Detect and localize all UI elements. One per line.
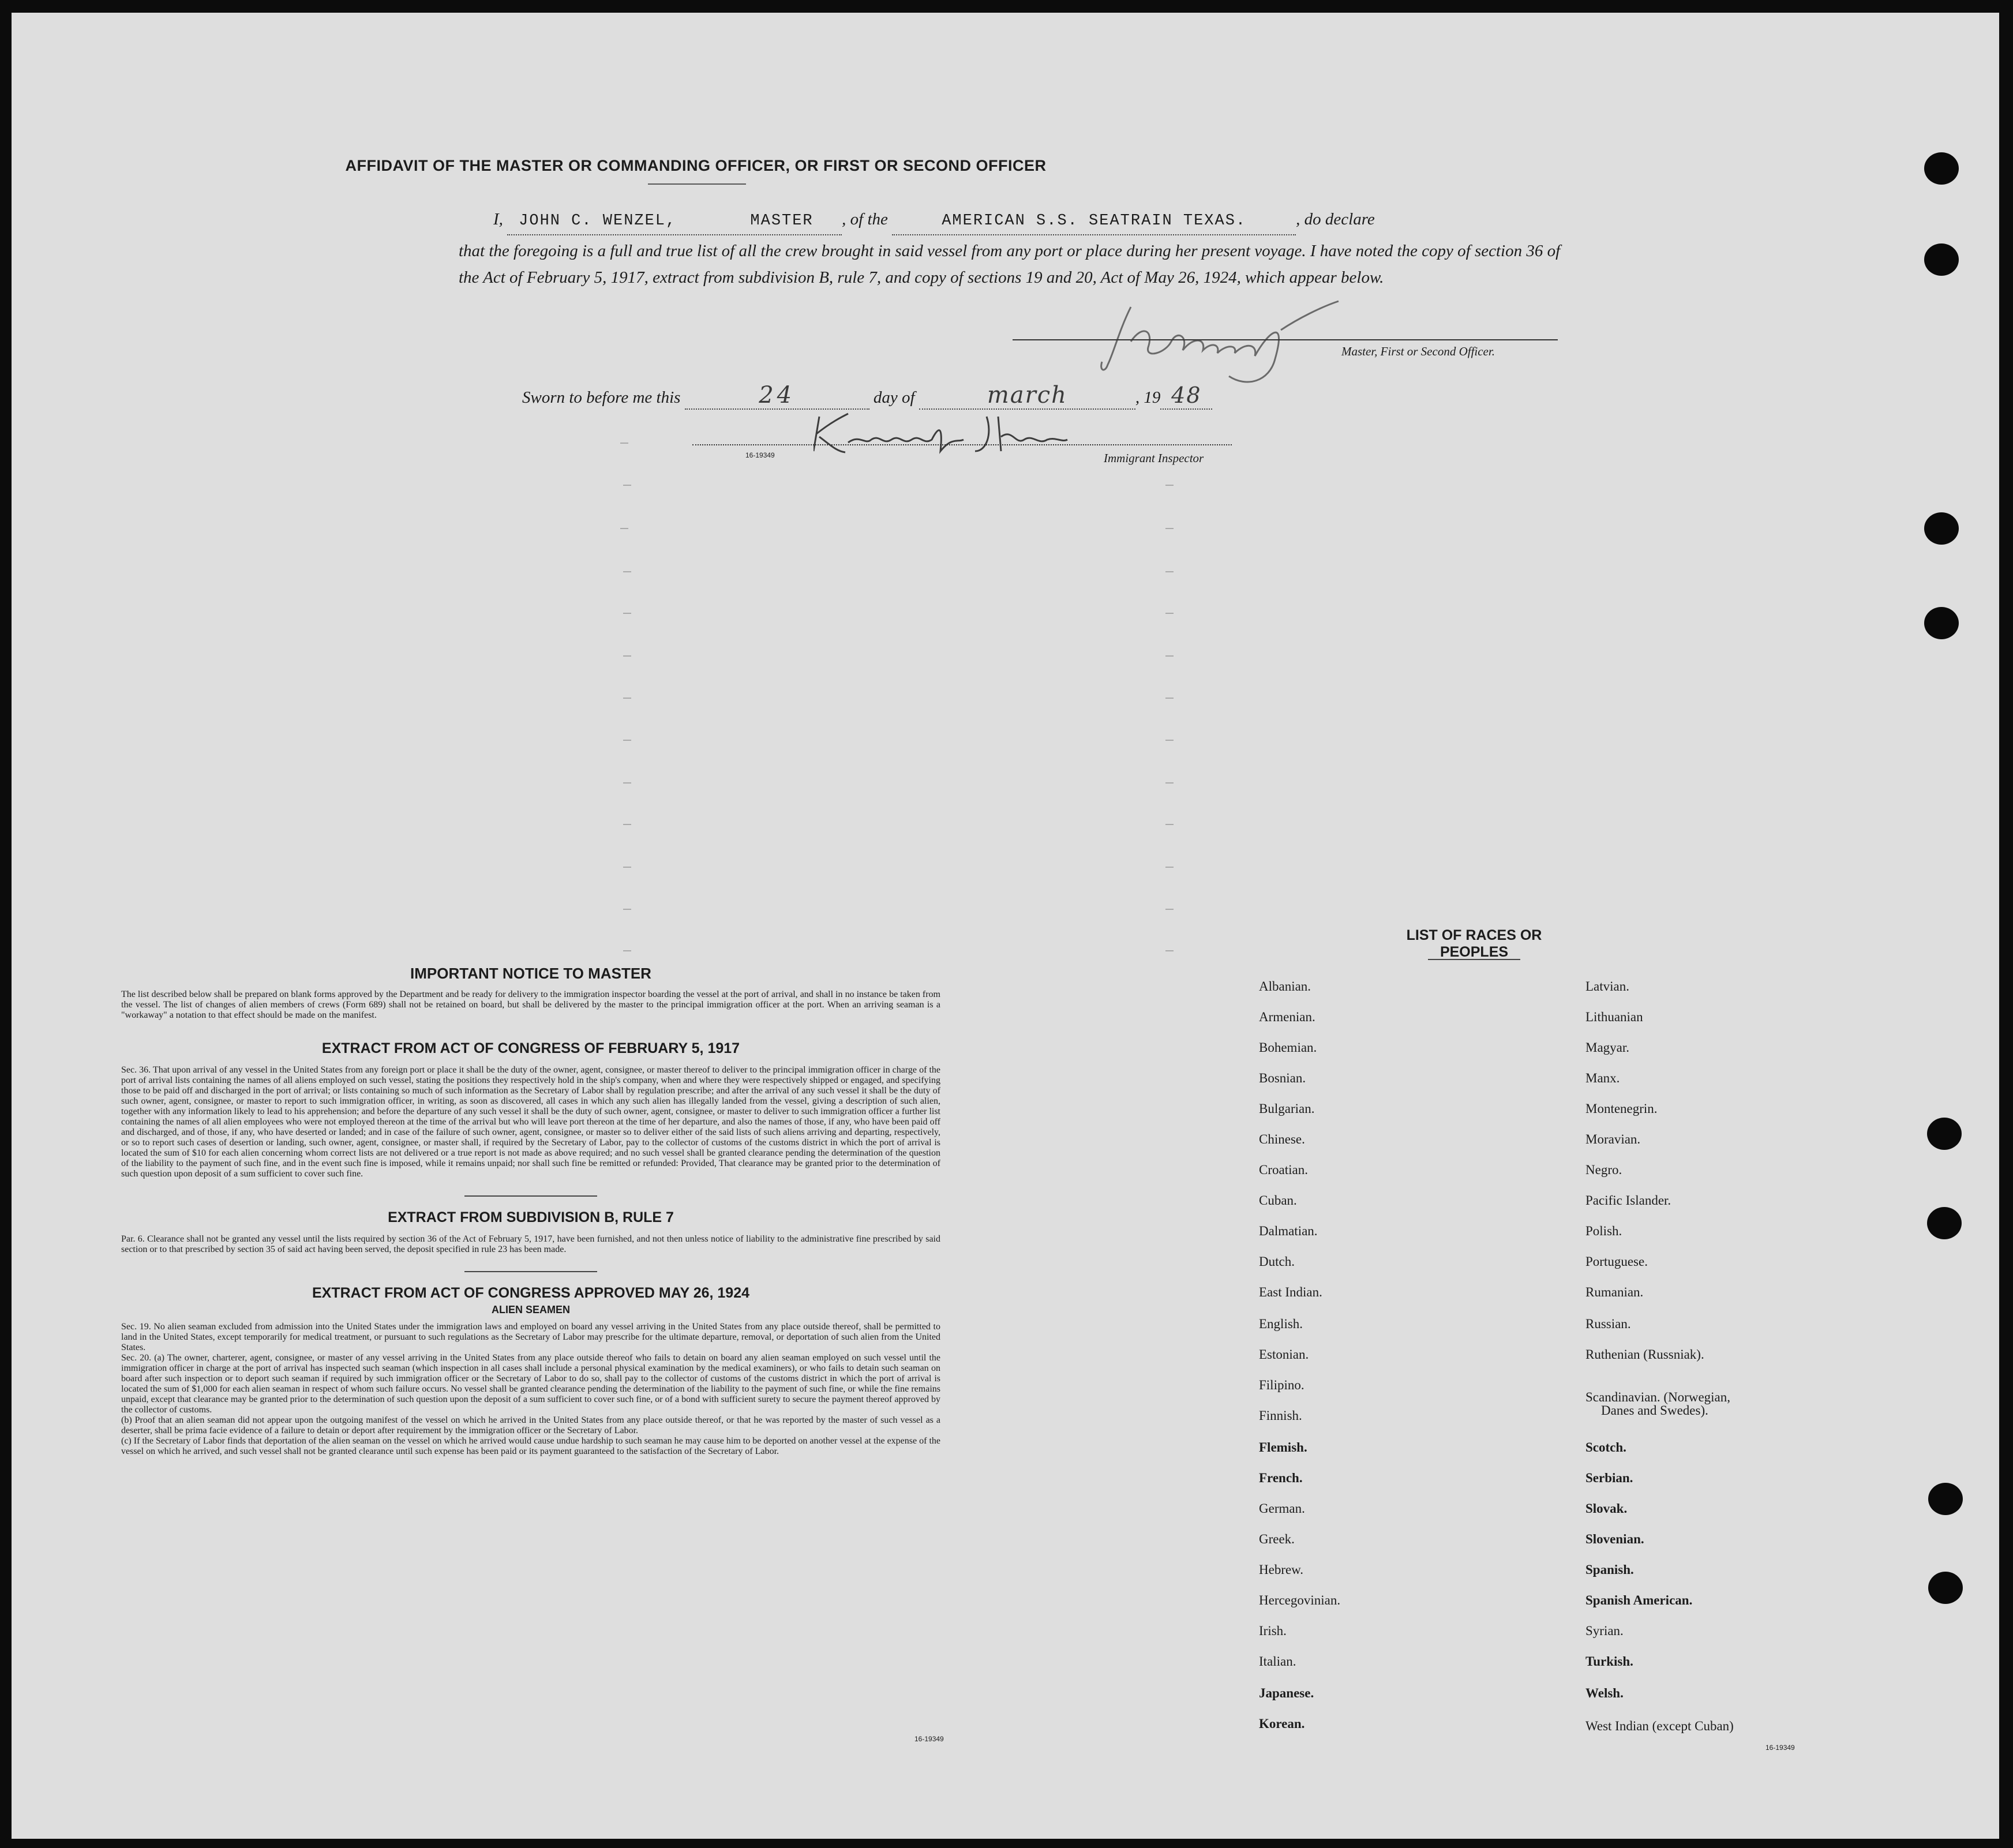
race-item: Dalmatian. [1259,1224,1318,1238]
declaration-line-1 [459,206,1566,235]
race-item: Portuguese. [1585,1254,1648,1269]
margin-dash [623,867,631,868]
margin-dash [620,443,628,444]
extract-1924-subtitle: ALIEN SEAMEN [491,1304,570,1315]
extract-form-number: 16-19349 [914,1735,944,1743]
race-item: Chinese. [1259,1132,1305,1146]
master-signature-line [1013,339,1558,340]
margin-dash [1165,528,1174,529]
race-item: Scandinavian. (Norwegian, [1585,1390,1731,1404]
race-item: Korean. [1259,1716,1305,1731]
race-item: Moravian. [1585,1132,1641,1146]
race-item: Syrian. [1585,1624,1624,1638]
race-item: Japanese. [1259,1686,1314,1700]
sec20c-text: (c) If the Secretary of Labor finds that deportation of the alien seaman on the vessel on which he arrived would cause undue hardship to such seaman he may cause him to be deported on another vessel at the expense of the vessel on which he arrived, and such vessel shall not be granted clearance until such expense has been paid or its payment guaranteed to the satisfaction of the Secretary of Labor. [121,1436,940,1456]
punch-hole [1927,1118,1962,1150]
race-item: Spanish. [1585,1562,1634,1577]
margin-dash [623,740,631,741]
declaration-text: that the foregoing is a full and true list of all the crew brought in said vessel from any port or place during her present voyage. I have noted the copy of section 36 of the Act of February 5, 1917, extract from subdivision B, rule 7, and copy of sections 19 and 20, Act of May 26, 1924, which appear below. [459,242,1561,287]
document-page [12,13,1999,1839]
margin-dash [1165,950,1174,951]
race-item: Hercegovinian. [1259,1593,1341,1607]
sworn-year-value: 48 [1160,382,1212,410]
margin-dash [623,698,631,699]
section-divider [464,1195,597,1197]
race-item: Slovak. [1585,1501,1628,1516]
punch-hole [1927,1207,1962,1239]
sec20b-text: (b) Proof that an alien seaman did not appear upon the outgoing manifest of the vessel on which he arrived in the United States from any place outside thereof, or that he was reported by the master of such vessel as a deserter, shall be prima facie evidence of a failure to detain or deport after requirement by the immigration officer or the Secretary of Labor. [121,1415,940,1435]
punch-hole [1928,1483,1963,1515]
race-item: Spanish American. [1585,1593,1693,1607]
do-declare-label: , do declare [1296,210,1375,228]
race-item: German. [1259,1501,1305,1516]
race-item: Polish. [1585,1224,1622,1238]
master-caption: Master, First or Second Officer. [1341,344,1495,358]
day-of-label: day of [873,388,915,407]
race-item: Rumanian. [1585,1285,1644,1299]
punch-hole [1924,152,1959,185]
margin-dash [623,655,631,657]
race-item: Filipino. [1259,1378,1304,1392]
extract-1917-text: Sec. 36. That upon arrival of any vessel in the United States from any foreign port or place it shall be the duty of the owner, agent, consignee, or master thereof to deliver to the principal immigration officer in charge of the port of arrival lists containing the names of all aliens employed on such vessel, stating the positions they respectively hold in the ship's company, when and where they were respectively shipped or engaged, and specifying those to be paid off and discharged in the port of arrival; or lists containing so much of such information as the Secretary of Labor shall by regulation prescribe; and after the arrival of any such vessel it shall be the duty of such owner, agent, consignee, or master to report to such immigration officer, in writing, as soon as discovered, all cases in which any such alien has illegally landed from the vessel, giving a description of such alien, together with any information likely to lead to his apprehension; and before the departure of any such vessel it shall be the duty of such owner, agent, consignee, or master to deliver to such immigration officer a further list containing the names of all alien employees who were not employed thereon at the time of the arrival but who will leave port thereon at the time of her departure, and also the names of those, if any, who have been paid off and discharged, and of those, if any, who have deserted or landed; and in case of the failure of such owner, agent, consignee, or master so to deliver either of the said lists of such aliens arriving and departing, respectively, or so to report such cases of desertion or landing, such owner, agent, consignee, or master shall, if required by the Secretary of Labor, pay to the collector of customs of the customs district in which the port of arrival is located the sum of $10 for each alien concerning whom correct lists are not delivered or a true report is not made as above required; and no such vessel shall be granted clearance pending the determination of the question of the liability to the payment of such fine, and in the event such fine is imposed, while it remains unpaid; nor shall such fine be remitted or refunded: Provided, That clearance may be granted prior to the determination of such question upon deposit of a sum sufficient to cover such fine. [121,1065,940,1179]
margin-dash [623,950,631,951]
inspector-signature [814,411,1114,457]
margin-dash [1165,824,1174,825]
margin-dash [1165,485,1174,486]
sec19-text: Sec. 19. No alien seaman excluded from admission into the United States under the immigration laws and employed on board any vessel arriving in the United States from any place outside thereof, shall be permitted to land in the United States, except temporarily for medical treatment, or pursuant to such regulations as the Secretary of Labor may prescribe for the ultimate departure, removal, or deportation of such alien from the United States. [121,1322,940,1352]
margin-dash [1165,740,1174,741]
intro-prefix: I, [493,210,503,228]
extract-rule7-text: Par. 6. Clearance shall not be granted any vessel until the lists required by section 36 of the Act of February 5, 1917, have been furnished, and not then unless notice of liability to the administrative fine prescribed by said section or to that prescribed by section 35 of said act having been served, the deposit specified in rule 23 has been made. [121,1234,940,1254]
race-item: Russian. [1585,1317,1631,1331]
race-item: Croatian. [1259,1163,1308,1177]
races-divider [1428,959,1520,960]
punch-hole [1928,1572,1963,1604]
margin-dash [1165,867,1174,868]
notice-text: The list described below shall be prepared on blank forms approved by the Department and be ready for delivery to the immigration inspector boarding the vessel at the port of arrival, and shall in no instance be taken from the vessel. The list of changes of alien members of crews (Form 689) shall not be retained on board, but shall be delivered by the master to the principal immigration officer at the port. When an arriving seaman is a "workaway" a notation to that effect should be made on the manifest. [121,989,940,1020]
affidavit-form-number: 16-19349 [745,451,775,459]
of-the-label: , of the [842,210,888,228]
affidavit-title: AFFIDAVIT OF THE MASTER OR COMMANDING OFFICER, OR FIRST OR SECOND OFFICER [345,157,1047,174]
race-item: Armenian. [1259,1010,1315,1024]
margin-dash [623,485,631,486]
title-divider [648,183,746,185]
race-item: Hebrew. [1259,1562,1304,1577]
margin-dash [1165,698,1174,699]
race-item: Manx. [1585,1071,1620,1085]
officer-rank-value: MASTER [750,212,814,230]
margin-dash [1165,613,1174,614]
race-item: Magyar. [1585,1040,1630,1055]
race-item: Bosnian. [1259,1071,1306,1085]
race-item: Estonian. [1259,1347,1309,1362]
race-item: Bulgarian. [1259,1101,1315,1116]
extract-1917-title: EXTRACT FROM ACT OF CONGRESS OF FEBRUARY 5, 1917 [321,1040,740,1056]
race-item: Lithuanian [1585,1010,1643,1024]
race-item: Finnish. [1259,1408,1302,1423]
margin-dash [1165,909,1174,910]
race-item: East Indian. [1259,1285,1322,1299]
race-item: Ruthenian (Russniak). [1585,1347,1704,1362]
race-item: Pacific Islander. [1585,1193,1671,1208]
race-item: West Indian (except Cuban) [1585,1719,1734,1733]
margin-dash [620,528,628,529]
punch-hole [1924,607,1959,639]
race-item: Albanian. [1259,979,1311,994]
notice-title: IMPORTANT NOTICE TO MASTER [410,965,651,982]
vessel-value: AMERICAN S.S. SEATRAIN TEXAS. [892,208,1296,235]
race-item: Montenegrin. [1585,1101,1658,1116]
race-item: Greek. [1259,1532,1295,1546]
margin-dash [1165,571,1174,572]
race-item: Latvian. [1585,979,1629,994]
punch-hole [1924,243,1959,276]
race-item: Irish. [1259,1624,1287,1638]
sworn-line [522,382,1630,411]
margin-dash [623,571,631,572]
inspector-signature-line [692,444,1232,445]
race-item: Turkish. [1585,1654,1633,1669]
races-title: LIST OF RACES OR PEOPLES [1406,927,1542,960]
race-item: Italian. [1259,1654,1296,1669]
year-prefix: , 19 [1135,388,1161,407]
race-item: Danes and Swedes). [1601,1403,1708,1418]
margin-dash [623,613,631,614]
extract-rule7-title: EXTRACT FROM SUBDIVISION B, RULE 7 [388,1209,674,1225]
extract-1924-title: EXTRACT FROM ACT OF CONGRESS APPROVED MAY 26, 1924 [312,1285,750,1301]
punch-hole [1924,512,1959,545]
sworn-prefix: Sworn to before me this [522,388,681,407]
race-item: French. [1259,1471,1303,1485]
margin-dash [623,782,631,784]
race-item: Cuban. [1259,1193,1297,1208]
sworn-day-value: 24 [685,382,869,410]
race-item: Dutch. [1259,1254,1295,1269]
margin-dash [1165,655,1174,657]
notices-column [121,965,940,1457]
margin-dash [623,909,631,910]
margin-dash [1165,782,1174,784]
race-item: Negro. [1585,1163,1622,1177]
race-item: Welsh. [1585,1686,1624,1700]
inspector-caption: Immigrant Inspector [1104,451,1204,465]
race-item: Flemish. [1259,1440,1307,1455]
race-item: Scotch. [1585,1440,1626,1455]
race-item: Serbian. [1585,1471,1633,1485]
race-item: English. [1259,1317,1303,1331]
sec20a-text: Sec. 20. (a) The owner, charterer, agent, consignee, or master of any vessel arriving in the United States from any place outside thereof who fails to detain on board any alien seaman employed on such vessel until the immigration officer in charge at the port of arrival has inspected such seaman (which inspection in all cases shall include a personal physical examination by the medical examiners), or who fails to detain such seaman on board after such inspection or to deport such seaman if required by such immigration officer or the Secretary of Labor to do so, shall pay to the collector of customs of the customs district in which the port of arrival is located the sum of $1,000 for each alien seaman in respect of whom such failure occurs. No vessel shall be granted clearance pending the determination of the liability to the payment of such fine, or while the fine remains unpaid, except that clearance may be granted prior to the determination of such question upon the deposit of a sum sufficient to cover such fine, or of a bond with sufficient surety to secure the payment thereof approved by the collector of customs. [121,1353,940,1415]
officer-name-value: JOHN C. WENZEL, [519,212,677,230]
races-form-number: 16-19349 [1765,1744,1795,1752]
race-item: Slovenian. [1585,1532,1644,1546]
sworn-month-value: march [919,382,1135,410]
section-divider [464,1271,597,1272]
race-item: Bohemian. [1259,1040,1317,1055]
margin-dash [623,824,631,825]
